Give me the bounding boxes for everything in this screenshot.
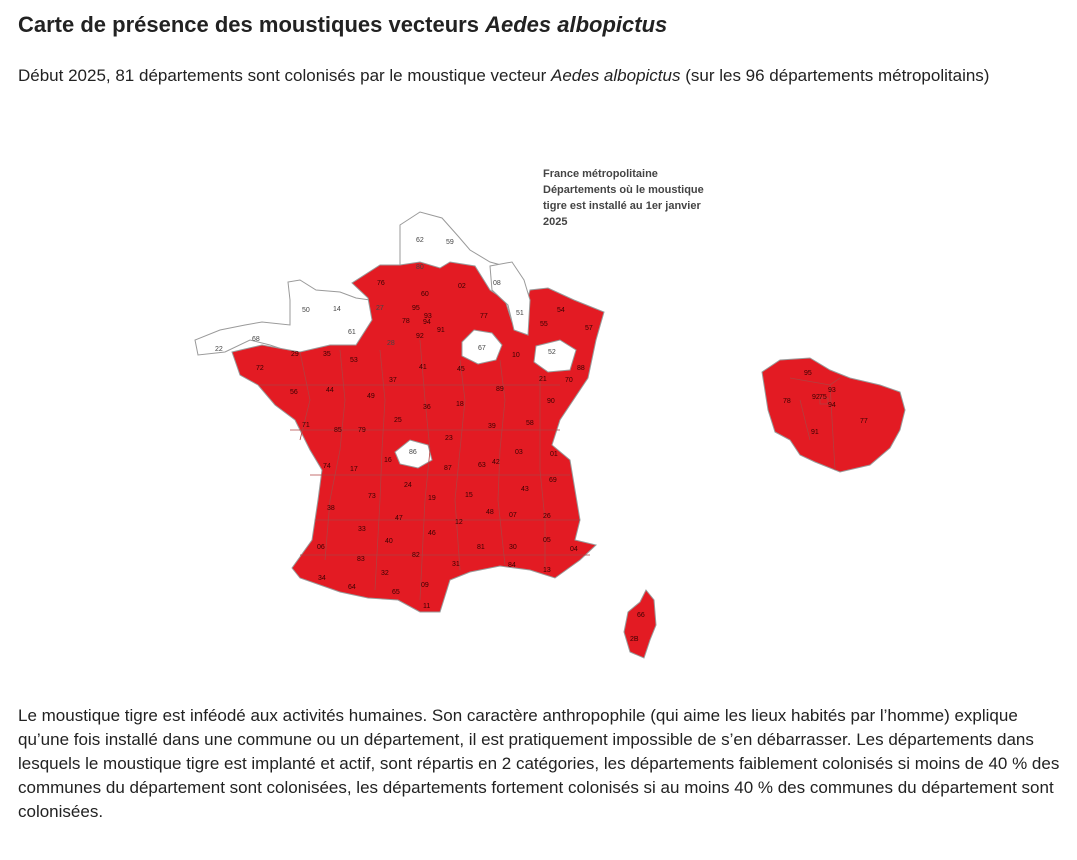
dept-label: 42 (492, 459, 500, 466)
dept-label: 06 (317, 544, 325, 551)
dept-label: 45 (457, 366, 465, 373)
intro-paragraph (18, 64, 1058, 87)
dept-label: 72 (256, 365, 264, 372)
idf-label: 91 (811, 429, 819, 436)
dept-label: 10 (512, 352, 520, 359)
dept-label: 32 (381, 570, 389, 577)
dept-label: 60 (421, 291, 429, 298)
france-map (180, 160, 920, 670)
title-prefix: Carte de présence des moustiques vecteurs (18, 12, 486, 37)
dept-label: 05 (543, 537, 551, 544)
ile-de-france-inset (762, 358, 905, 472)
dept-label: 43 (521, 486, 529, 493)
dept-label: 13 (543, 567, 551, 574)
dept-label: 76 (377, 280, 385, 287)
dept-label: 63 (478, 462, 486, 469)
idf-label: 92 (812, 394, 820, 401)
dept-label: 91 (437, 327, 445, 334)
dept-label: 25 (394, 417, 402, 424)
dept-label: 74 (323, 463, 331, 470)
page-title (18, 12, 667, 38)
legend-line: 2025 (543, 216, 568, 228)
dept-label: 40 (385, 538, 393, 545)
dept-label: 08 (493, 280, 501, 287)
idf-label: 78 (783, 398, 791, 405)
dept-label: 41 (419, 364, 427, 371)
dept-label: 28 (387, 340, 395, 347)
intro-species: Aedes albopictus (551, 66, 681, 85)
dept-label: 22 (215, 346, 223, 353)
dept-label: 2B (630, 636, 639, 643)
dept-label: 65 (392, 589, 400, 596)
dept-label: 19 (428, 495, 436, 502)
dept-label: 70 (565, 377, 573, 384)
dept-label: 51 (516, 310, 524, 317)
dept-label: 27 (376, 305, 384, 312)
title-species: Aedes albopictus (485, 12, 668, 37)
dept-label: 84 (508, 562, 516, 569)
dept-label: 07 (509, 512, 517, 519)
corsica (624, 590, 656, 658)
dept-label: 55 (540, 321, 548, 328)
dept-label: 49 (367, 393, 375, 400)
dept-label: 31 (452, 561, 460, 568)
dept-label: 64 (348, 584, 356, 591)
dept-label: 62 (416, 237, 424, 244)
intro-text-2: (sur les 96 départements métropolitains) (680, 66, 990, 85)
dept-label: 21 (539, 376, 547, 383)
dept-label: 23 (445, 435, 453, 442)
dept-label: 66 (637, 612, 645, 619)
dept-label: 30 (509, 544, 517, 551)
dept-label: 39 (488, 423, 496, 430)
dept-label: 89 (496, 386, 504, 393)
dept-label: 93 (424, 313, 432, 320)
intro-text-1: Début 2025, 81 départements sont colonisés par le moustique vecteur (18, 66, 551, 85)
idf-label: 77 (860, 418, 868, 425)
dept-label: 26 (543, 513, 551, 520)
dept-label: 15 (465, 492, 473, 499)
dept-label: 85 (334, 427, 342, 434)
dept-label: 24 (404, 482, 412, 489)
dept-label: 36 (423, 404, 431, 411)
legend-line: Départements où le moustique (543, 184, 704, 196)
legend-line: France métropolitaine (543, 168, 658, 180)
body-paragraph: Le moustique tigre est inféodé aux activités humaines. Son caractère anthropophile (qui aime les lieux habités par l’homme) explique qu’une fois installé dans une commune ou un département, il est pratiquement impossible de s’en débarrasser. Les départements dans lesquels le moustique tigre est implanté et actif, sont répartis en 2 catégories, les départements faiblement colonisés si moins de 40 % des communes du département sont colonisées, les départements fortement colonisés si au moins 40 % des communes du département sont colonisées. (18, 706, 1060, 821)
dept-label: 78 (402, 318, 410, 325)
dept-label: 61 (348, 329, 356, 336)
dept-label: 59 (446, 239, 454, 246)
legend-line: tigre est installé au 1er janvier (543, 200, 701, 212)
dept-label: 17 (350, 466, 358, 473)
dept-label: 46 (428, 530, 436, 537)
dept-label: 57 (585, 325, 593, 332)
dept-label: 04 (570, 546, 578, 553)
dept-label: 88 (577, 365, 585, 372)
idf-label: 95 (804, 370, 812, 377)
dept-label: 33 (358, 526, 366, 533)
dept-label: 02 (458, 283, 466, 290)
dept-label: 50 (302, 307, 310, 314)
dept-label: 87 (444, 465, 452, 472)
dept-label: 34 (318, 575, 326, 582)
idf-label: 94 (828, 402, 836, 409)
dept-label: 79 (358, 427, 366, 434)
dept-label: 01 (550, 451, 558, 458)
dept-label: 16 (384, 457, 392, 464)
idf-label: 75 (819, 394, 827, 401)
dept-label: 18 (456, 401, 464, 408)
dept-label: 47 (395, 515, 403, 522)
dept-label: 35 (323, 351, 331, 358)
dept-label: 56 (290, 389, 298, 396)
dept-label: 48 (486, 509, 494, 516)
dept-label: 90 (547, 398, 555, 405)
dept-label: 92 (416, 333, 424, 340)
dept-label: 14 (333, 306, 341, 313)
dept-label: 53 (350, 357, 358, 364)
colonized-mainland (232, 262, 604, 612)
dept-label: 52 (548, 349, 556, 356)
dept-label: 77 (480, 313, 488, 320)
dept-label: 09 (421, 582, 429, 589)
dept-label: 73 (368, 493, 376, 500)
idf-label: 93 (828, 387, 836, 394)
dept-label: 58 (526, 420, 534, 427)
dept-label: 44 (326, 387, 334, 394)
dept-label: 71 (302, 422, 310, 429)
dept-label: 68 (252, 336, 260, 343)
dept-label: 69 (549, 477, 557, 484)
dept-label: 67 (478, 345, 486, 352)
dept-label: 12 (455, 519, 463, 526)
dept-label: 80 (416, 264, 424, 271)
dept-label: 81 (477, 544, 485, 551)
dept-label: 37 (389, 377, 397, 384)
dept-label: 38 (327, 505, 335, 512)
dept-label: 29 (291, 351, 299, 358)
dept-label: 11 (423, 603, 431, 610)
dept-label: 03 (515, 449, 523, 456)
dept-label: 95 (412, 305, 420, 312)
dept-label: 86 (409, 449, 417, 456)
dept-label: 83 (357, 556, 365, 563)
dept-label: 54 (557, 307, 565, 314)
dept-label: 82 (412, 552, 420, 559)
dept-label: 94 (423, 319, 431, 326)
